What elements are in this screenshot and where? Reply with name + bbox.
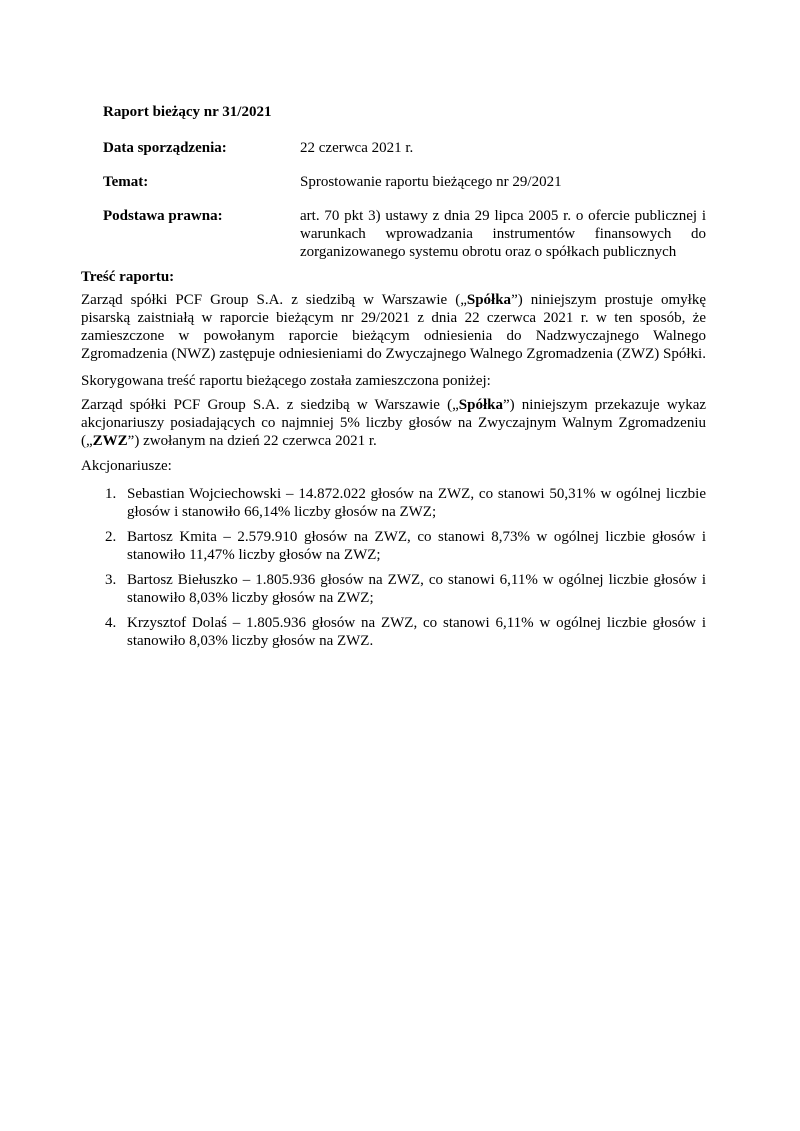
list-item (81, 528, 706, 564)
meta-value: Sprostowanie raportu bieżącego nr 29/2021 (300, 174, 562, 190)
shareholders-list (81, 485, 706, 657)
meta-value: art. 70 pkt 3) ustawy z dnia 29 lipca 2005 r. o ofercie publicznej i warunkach wprowadzania instrumentów finansowych do zorganizowanego systemu obrotu oraz o spółkach publicznych (300, 208, 706, 260)
list-text: Krzysztof Dolaś – 1.805.936 głosów na ZWZ, co stanowi 6,11% w ogólnej liczbie głosów i stanowiło 8,03% liczby głosów na ZWZ. (127, 615, 706, 649)
meta-label: Temat: (103, 174, 149, 190)
list-item (81, 571, 706, 607)
report-title: Raport bieżący nr 31/2021 (103, 104, 272, 120)
text: ”) niniejszym prostuje omyłkę pisarską zaistniałą w raporcie bieżącym nr 29/2021 z dnia 22 czerwca 2021 r. w ten sposób, że zamieszczone w powołanym raporcie bieżącym odniesienia do Nadzwyczajnego Walnego Zgromadzenia (NWZ) zastępuje odniesieniami do Zwyczajnego Walnego Zgromadzenia (ZWZ) Spółki. (81, 292, 706, 362)
content-heading: Treść raportu: (81, 269, 175, 285)
list-number: 3. (105, 572, 117, 588)
list-number: 1. (105, 486, 117, 502)
bold-term: ZWZ (92, 433, 128, 449)
text: ”) niniejszym przekazuje wykaz akcjonariuszy posiadających co najmniej 5% liczby głosów na Zwyczajnym Walnym Zgromadzeniu („ (81, 397, 707, 449)
paragraph-corrected-intro: Skorygowana treść raportu bieżącego została zamieszczona poniżej: (81, 373, 491, 389)
text: Zarząd spółki PCF Group S.A. z siedzibą w Warszawie („ (81, 292, 467, 308)
meta-value: 22 czerwca 2021 r. (300, 140, 414, 156)
bold-term: Spółka (458, 397, 503, 413)
list-number: 4. (105, 615, 117, 631)
meta-label: Podstawa prawna: (103, 208, 223, 224)
paragraph-correction (81, 291, 706, 363)
meta-label: Data sporządzenia: (103, 140, 227, 156)
text: Zarząd spółki PCF Group S.A. z siedzibą w Warszawie („ (81, 397, 459, 413)
text: ”) zwołanym na dzień 22 czerwca 2021 r. (127, 433, 377, 449)
list-number: 2. (105, 529, 117, 545)
shareholders-label: Akcjonariusze: (81, 458, 172, 474)
paragraph-shareholders-intro (81, 396, 706, 450)
list-item (81, 485, 706, 521)
list-text: Bartosz Biełuszko – 1.805.936 głosów na ZWZ, co stanowi 6,11% w ogólnej liczbie głosów i stanowiło 8,03% liczby głosów na ZWZ; (127, 572, 706, 606)
list-text: Bartosz Kmita – 2.579.910 głosów na ZWZ, co stanowi 8,73% w ogólnej liczbie głosów i stanowiło 11,47% liczby głosów na ZWZ; (127, 529, 706, 563)
list-text: Sebastian Wojciechowski – 14.872.022 głosów na ZWZ, co stanowi 50,31% w ogólnej liczbie głosów i stanowiło 66,14% liczby głosów na ZWZ; (127, 486, 706, 520)
list-item (81, 614, 706, 650)
bold-term: Spółka (466, 292, 512, 308)
